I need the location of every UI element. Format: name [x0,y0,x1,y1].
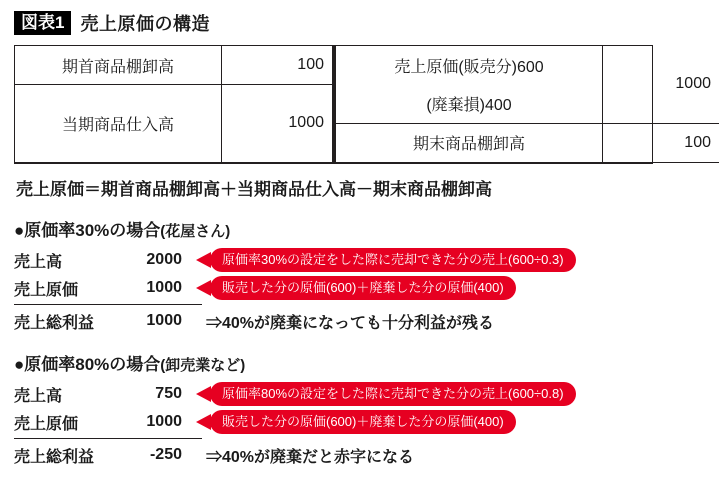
figure-title [14,10,656,36]
section-heading-main: ●原価率80%の場合 [14,354,161,374]
purchases-value: 1000 [222,85,335,163]
row-label: 売上原価 [14,281,79,299]
list-item [14,443,656,468]
figure-number-badge: 図表1 [14,11,71,36]
callout-banner: 原価率30%の設定をした際に売却できた分の売上(600÷0.3) [210,248,576,272]
section-cost-rate-80 [14,350,656,468]
row-note: ⇒40%が廃棄になっても十分利益が残る [206,314,495,332]
callout-banner: 販売した分の原価(600)＋廃棄した分の原価(400) [210,410,516,434]
list-item [14,309,656,334]
section-heading-main: ●原価率30%の場合 [14,220,161,240]
callout-banner: 原価率80%の設定をした際に売却できた分の売上(600÷0.8) [210,382,576,406]
row-value: 1000 [146,413,182,430]
row-value: 1000 [146,279,182,296]
row-label: 売上高 [14,387,63,405]
row-note: ⇒40%が廃棄だと赤字になる [206,448,415,466]
section-heading-sub: (花屋さん) [160,222,231,240]
section-heading [14,350,656,375]
list-item [14,276,656,301]
list-item [14,248,656,273]
purchases-label: 当期商品仕入高 [15,85,222,163]
cost-structure-table [14,45,711,164]
row-label: 売上総利益 [14,448,95,466]
divider [14,304,202,305]
row-value: -250 [149,446,182,463]
section-heading [14,216,656,241]
row-label: 売上高 [14,253,63,271]
page-title: 売上原価の構造 [80,14,210,34]
row-label: 売上原価 [14,415,79,433]
row-value: 1000 [146,312,182,329]
row-value: 2000 [146,251,182,268]
section-rows [14,248,656,334]
cogs-total-value: 1000 [603,46,719,123]
row-label: 売上総利益 [14,314,95,332]
section-cost-rate-30 [14,216,656,334]
list-item [14,410,656,435]
list-item [14,382,656,407]
ending-inventory-label: 期末商品棚卸高 [334,123,603,162]
cogs-sold-line: 売上原価(販売分)600 [334,46,603,85]
beginning-inventory-label: 期首商品棚卸高 [15,46,222,85]
cogs-formula: 売上原価＝期首商品棚卸高＋当期商品仕入高－期末商品棚卸高 [16,179,492,199]
beginning-inventory-value: 100 [222,46,335,85]
section-heading-sub: (卸売業など) [160,356,246,374]
section-rows [14,382,656,468]
ending-inventory-value: 100 [603,123,719,162]
callout-banner: 販売した分の原価(600)＋廃棄した分の原価(400) [210,276,516,300]
table-row [15,46,719,85]
row-value: 750 [155,385,182,402]
cogs-waste-line: (廃棄損)400 [334,85,603,124]
divider [14,438,202,439]
